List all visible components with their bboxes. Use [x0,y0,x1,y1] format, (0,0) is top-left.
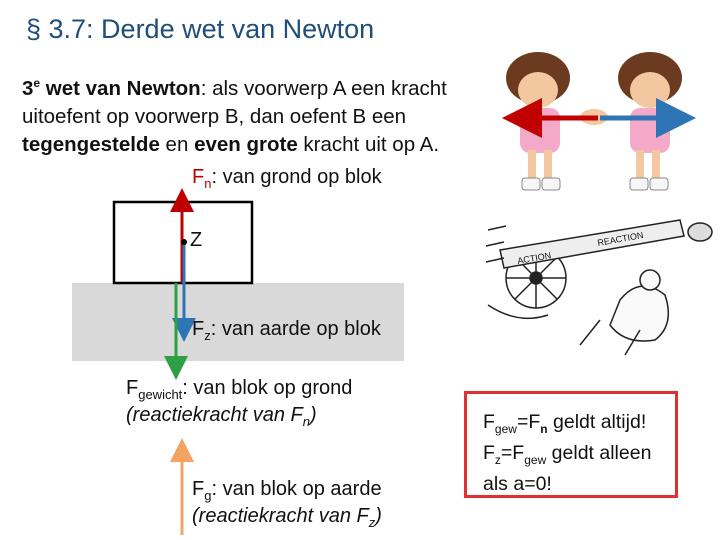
law-number: 3 [22,76,34,100]
fg-description: : van blok op aarde [211,478,382,500]
fgewicht-reaction-subscript: n [302,414,310,429]
fgewicht-reaction-note [126,404,317,429]
law-opposite: tegengestelde [22,132,160,156]
reaction-text: REACTION [596,230,645,248]
fg-symbol: F [192,478,205,500]
fz-symbol: F [192,318,205,340]
fg-reaction-close: ) [375,505,382,527]
note-line-1: $F_{gew}=F_n$ geldt altijd! [483,411,647,436]
fg-subscript: g [204,488,212,503]
fgewicht-label [126,377,352,402]
law-text-1: : als voorwerp A een kracht uitoefent op voorwerp B, dan oefent B een [22,76,447,128]
fg-reaction-note [192,505,382,530]
law-text-2: en [159,132,195,156]
fn-subscript: n [204,176,212,191]
fz-description: : van aarde op blok [210,318,381,340]
law-name: wet van Newton [40,76,201,100]
fg-reaction-text: (reactiekracht van F [192,505,369,527]
page-title: § 3.7: Derde wet van Newton [26,14,375,44]
fn-symbol: F [192,166,205,188]
fgewicht-reaction-text: (reactiekracht van F [126,404,303,426]
fgewicht-symbol: F [126,377,139,399]
center-of-mass [181,239,187,245]
skater-illustration [506,52,682,190]
law-text-3: kracht uit op A. [297,132,440,156]
note-line-2: $F_z=F_{gew}$ geldt alleen [483,441,652,467]
fz-subscript: z [204,328,211,343]
z-label: Z [190,229,203,251]
law-equal: even grote [194,132,298,156]
fg-label [192,478,382,503]
fz-label [192,318,381,343]
note-box [464,391,678,498]
fgewicht-description: : van blok op grond [182,377,353,399]
action-text: ACTION [516,250,552,266]
fg-reaction-subscript: z [368,515,376,530]
fn-description: : van grond op blok [211,166,382,188]
note-line-3: als a=0! [483,472,552,495]
law-sup: e [33,76,41,90]
fn-label [192,166,382,191]
fgewicht-subscript: gewicht [138,387,183,402]
fgewicht-reaction-close: ) [309,404,317,426]
